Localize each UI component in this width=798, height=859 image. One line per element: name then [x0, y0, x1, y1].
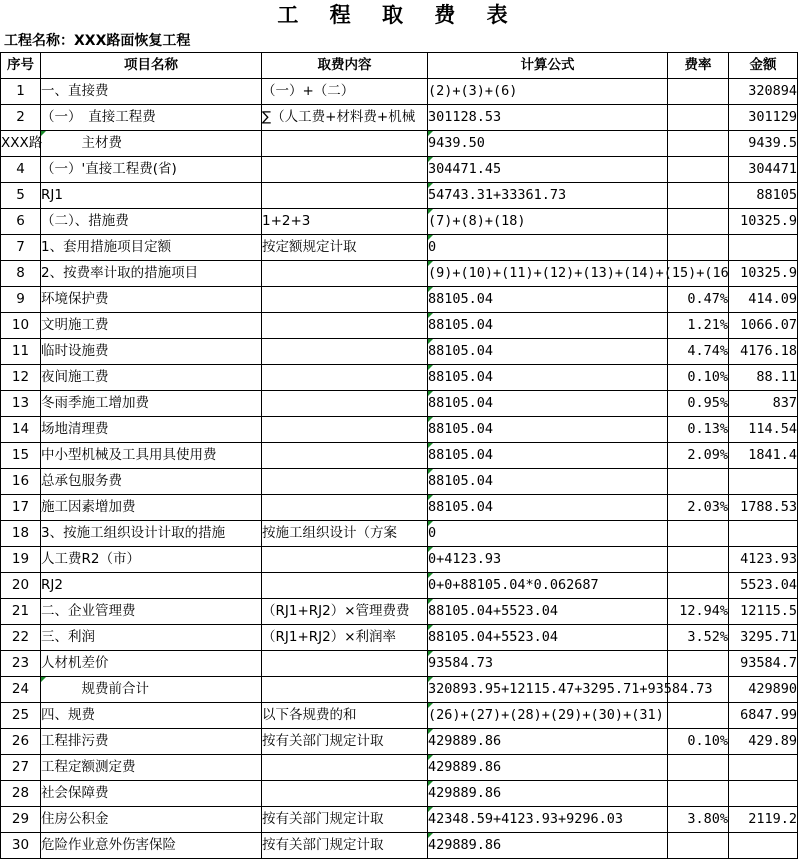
cell-content[interactable] — [262, 469, 428, 495]
cell-rate[interactable] — [668, 209, 729, 235]
cell-no[interactable]: 9 — [1, 287, 41, 313]
cell-amount[interactable] — [729, 235, 798, 261]
cell-amount[interactable]: 4176.18 — [729, 339, 798, 365]
cell-rate[interactable] — [668, 183, 729, 209]
header-name: 项目名称 — [41, 53, 262, 79]
table-row — [1, 443, 798, 469]
table-row — [1, 521, 798, 547]
cell-rate[interactable]: 3.52% — [668, 625, 729, 651]
cell-amount[interactable]: 12115.5 — [729, 599, 798, 625]
cell-rate[interactable]: 2.09% — [668, 443, 729, 469]
table-row — [1, 261, 798, 287]
cell-name[interactable]: 社会保障费 — [41, 781, 262, 807]
cell-amount[interactable]: 9439.5 — [729, 131, 798, 157]
cell-amount[interactable]: 320894 — [729, 79, 798, 105]
table-header-row — [1, 53, 798, 79]
cell-amount[interactable]: 5523.04 — [729, 573, 798, 599]
cell-formula[interactable]: (7)+(8)+(18) — [428, 209, 668, 235]
cell-name[interactable]: 1、套用措施项目定额 — [41, 235, 262, 261]
cell-formula[interactable]: 88105.04 — [428, 469, 668, 495]
cell-rate[interactable] — [668, 131, 729, 157]
cell-no[interactable]: 23 — [1, 651, 41, 677]
cell-no[interactable]: 26 — [1, 729, 41, 755]
table-row — [1, 417, 798, 443]
cell-amount[interactable]: 414.09 — [729, 287, 798, 313]
cell-content[interactable] — [262, 313, 428, 339]
cell-content[interactable]: 按定额规定计取 — [262, 235, 428, 261]
cell-amount[interactable] — [729, 781, 798, 807]
cell-no[interactable]: 22 — [1, 625, 41, 651]
cell-amount[interactable]: 429890 — [729, 677, 798, 703]
cell-rate[interactable]: 3.80% — [668, 807, 729, 833]
cell-rate[interactable]: 12.94% — [668, 599, 729, 625]
cell-amount[interactable]: 4123.93 — [729, 547, 798, 573]
cell-content[interactable]: 以下各规费的和 — [262, 703, 428, 729]
cell-formula[interactable]: 88105.04 — [428, 443, 668, 469]
cell-no[interactable]: 27 — [1, 755, 41, 781]
cell-content[interactable] — [262, 261, 428, 287]
cell-formula[interactable]: 88105.04 — [428, 365, 668, 391]
project-name: 工程名称：XXX路面恢复工程 — [4, 33, 191, 49]
cell-name[interactable]: 施工因素增加费 — [41, 495, 262, 521]
cell-name[interactable]: RJ1 — [41, 183, 262, 209]
cell-rate[interactable] — [668, 755, 729, 781]
cell-content[interactable] — [262, 781, 428, 807]
table-row — [1, 287, 798, 313]
cell-no[interactable]: 19 — [1, 547, 41, 573]
cell-no[interactable]: XXX路 — [1, 131, 41, 157]
cell-rate[interactable] — [668, 651, 729, 677]
table-row — [1, 313, 798, 339]
table-row — [1, 625, 798, 651]
cell-content[interactable] — [262, 677, 428, 703]
cell-no[interactable]: 25 — [1, 703, 41, 729]
cell-name[interactable]: 危险作业意外伤害保险 — [41, 833, 262, 859]
cell-no[interactable]: 4 — [1, 157, 41, 183]
cell-content[interactable]: 按有关部门规定计取 — [262, 807, 428, 833]
cell-formula[interactable]: 304471.45 — [428, 157, 668, 183]
cell-formula[interactable]: 88105.04 — [428, 495, 668, 521]
cell-amount[interactable]: 114.54 — [729, 417, 798, 443]
table-row — [1, 755, 798, 781]
cell-content[interactable] — [262, 131, 428, 157]
table-row — [1, 391, 798, 417]
header-formula: 计算公式 — [428, 53, 668, 79]
cell-amount[interactable] — [729, 755, 798, 781]
table-row — [1, 157, 798, 183]
cell-name[interactable]: 夜间施工费 — [41, 365, 262, 391]
header-amount: 金额 — [729, 53, 798, 79]
cell-content[interactable] — [262, 547, 428, 573]
cell-no[interactable]: 24 — [1, 677, 41, 703]
cell-name[interactable]: 临时设施费 — [41, 339, 262, 365]
cell-amount[interactable] — [729, 521, 798, 547]
table-row — [1, 105, 798, 131]
cell-rate[interactable]: 1.21% — [668, 313, 729, 339]
cell-name[interactable]: 人材机差价 — [41, 651, 262, 677]
cell-name[interactable]: （二）、措施费 — [41, 209, 262, 235]
cell-no[interactable]: 18 — [1, 521, 41, 547]
cell-content[interactable] — [262, 157, 428, 183]
cell-formula[interactable]: 93584.73 — [428, 651, 668, 677]
table-row — [1, 209, 798, 235]
cell-formula[interactable]: 0+4123.93 — [428, 547, 668, 573]
cell-amount[interactable]: 304471 — [729, 157, 798, 183]
cell-formula[interactable]: 54743.31+33361.73 — [428, 183, 668, 209]
cell-no[interactable]: 2 — [1, 105, 41, 131]
cell-content[interactable]: ∑（人工费+材料费+机械 — [262, 105, 428, 131]
cell-amount[interactable]: 6847.99 — [729, 703, 798, 729]
cell-content[interactable] — [262, 755, 428, 781]
table-row — [1, 729, 798, 755]
cell-rate[interactable]: 0.10% — [668, 365, 729, 391]
cell-formula[interactable]: 88105.04+5523.04 — [428, 599, 668, 625]
cell-name[interactable]: 人工费R2（市） — [41, 547, 262, 573]
table-row — [1, 365, 798, 391]
table-row — [1, 79, 798, 105]
cell-content[interactable] — [262, 443, 428, 469]
table-body — [1, 79, 798, 859]
cell-amount[interactable]: 88105 — [729, 183, 798, 209]
cell-formula[interactable]: 0 — [428, 521, 668, 547]
cell-name[interactable]: 工程定额测定费 — [41, 755, 262, 781]
cell-no[interactable]: 21 — [1, 599, 41, 625]
cell-no[interactable]: 28 — [1, 781, 41, 807]
cell-rate[interactable] — [668, 781, 729, 807]
cell-no[interactable]: 1 — [1, 79, 41, 105]
cell-formula[interactable]: 301128.53 — [428, 105, 668, 131]
cell-rate[interactable]: 0.10% — [668, 729, 729, 755]
cell-name[interactable]: 三、利润 — [41, 625, 262, 651]
cell-name[interactable]: （一）'直接工程费(省) — [41, 157, 262, 183]
cell-name[interactable]: 总承包服务费 — [41, 469, 262, 495]
cell-no[interactable]: 16 — [1, 469, 41, 495]
cell-no[interactable]: 12 — [1, 365, 41, 391]
cell-name[interactable]: 规费前合计 — [41, 677, 262, 703]
cell-formula[interactable]: 429889.86 — [428, 781, 668, 807]
cell-name[interactable]: 工程排污费 — [41, 729, 262, 755]
cell-content[interactable]: 按有关部门规定计取 — [262, 729, 428, 755]
cell-no[interactable]: 29 — [1, 807, 41, 833]
cell-name[interactable]: 冬雨季施工增加费 — [41, 391, 262, 417]
cell-content[interactable] — [262, 391, 428, 417]
cell-rate[interactable] — [668, 677, 729, 703]
cell-amount[interactable]: 1066.07 — [729, 313, 798, 339]
table-row — [1, 339, 798, 365]
cell-formula[interactable]: 88105.04+5523.04 — [428, 625, 668, 651]
header-no: 序号 — [1, 53, 41, 79]
table-row — [1, 573, 798, 599]
cell-no[interactable]: 11 — [1, 339, 41, 365]
cell-no[interactable]: 14 — [1, 417, 41, 443]
cell-rate[interactable] — [668, 547, 729, 573]
cell-rate[interactable] — [668, 833, 729, 859]
cell-no[interactable]: 7 — [1, 235, 41, 261]
page-title: 工 程 取 费 表 — [277, 3, 520, 27]
cell-content[interactable] — [262, 573, 428, 599]
cell-rate[interactable] — [668, 703, 729, 729]
cell-name[interactable]: 2、按费率计取的措施项目 — [41, 261, 262, 287]
cell-content[interactable]: （RJ1+RJ2）×管理费费 — [262, 599, 428, 625]
cell-content[interactable] — [262, 417, 428, 443]
cell-rate[interactable]: 4.74% — [668, 339, 729, 365]
cell-amount[interactable] — [729, 469, 798, 495]
cell-rate[interactable] — [668, 105, 729, 131]
table-row — [1, 781, 798, 807]
cell-rate[interactable] — [668, 469, 729, 495]
cell-rate[interactable] — [668, 521, 729, 547]
cell-name[interactable]: 二、企业管理费 — [41, 599, 262, 625]
table-row — [1, 131, 798, 157]
cell-name[interactable]: 中小型机械及工具用具使用费 — [41, 443, 262, 469]
cell-content[interactable] — [262, 365, 428, 391]
cell-rate[interactable] — [668, 79, 729, 105]
cell-no[interactable]: 20 — [1, 573, 41, 599]
cell-name[interactable]: 四、规费 — [41, 703, 262, 729]
cell-formula[interactable]: 88105.04 — [428, 391, 668, 417]
cell-rate[interactable] — [668, 261, 729, 287]
cell-name[interactable]: 住房公积金 — [41, 807, 262, 833]
cell-amount[interactable]: 10325.9 — [729, 261, 798, 287]
cell-amount[interactable]: 1841.4 — [729, 443, 798, 469]
cell-amount[interactable]: 10325.9 — [729, 209, 798, 235]
cell-formula[interactable]: 429889.86 — [428, 833, 668, 859]
cell-no[interactable]: 8 — [1, 261, 41, 287]
cell-formula[interactable]: 88105.04 — [428, 287, 668, 313]
cell-formula[interactable]: 0+0+88105.04*0.062687 — [428, 573, 668, 599]
cell-content[interactable]: 按施工组织设计（方案 — [262, 521, 428, 547]
cell-formula[interactable]: (26)+(27)+(28)+(29)+(30)+(31) — [428, 703, 668, 729]
table-row — [1, 183, 798, 209]
cell-rate[interactable]: 0.95% — [668, 391, 729, 417]
cell-amount[interactable]: 93584.7 — [729, 651, 798, 677]
cell-formula[interactable]: 320893.95+12115.47+3295.71+93584.73 — [428, 677, 668, 703]
cell-amount[interactable]: 1788.53 — [729, 495, 798, 521]
cell-name[interactable]: 环境保护费 — [41, 287, 262, 313]
cell-rate[interactable]: 0.13% — [668, 417, 729, 443]
cell-name[interactable]: 3、按施工组织设计计取的措施 — [41, 521, 262, 547]
cell-formula[interactable]: 429889.86 — [428, 755, 668, 781]
cell-formula[interactable]: 9439.50 — [428, 131, 668, 157]
cell-rate[interactable]: 0.47% — [668, 287, 729, 313]
cell-name[interactable]: 场地清理费 — [41, 417, 262, 443]
cell-content[interactable] — [262, 287, 428, 313]
cell-no[interactable]: 15 — [1, 443, 41, 469]
cell-name[interactable]: RJ2 — [41, 573, 262, 599]
table-row — [1, 495, 798, 521]
cell-amount[interactable]: 301129 — [729, 105, 798, 131]
cell-amount[interactable]: 837 — [729, 391, 798, 417]
cell-content[interactable]: （RJ1+RJ2）×利润率 — [262, 625, 428, 651]
cell-content[interactable] — [262, 183, 428, 209]
cell-formula[interactable]: 88105.04 — [428, 313, 668, 339]
cell-content[interactable]: （一）+（二） — [262, 79, 428, 105]
table-row — [1, 599, 798, 625]
cell-content[interactable]: 按有关部门规定计取 — [262, 833, 428, 859]
cell-name[interactable]: （一） 直接工程费 — [41, 105, 262, 131]
cell-no[interactable]: 17 — [1, 495, 41, 521]
cell-rate[interactable]: 2.03% — [668, 495, 729, 521]
table-row — [1, 677, 798, 703]
cell-formula[interactable]: (9)+(10)+(11)+(12)+(13)+(14)+(15)+(16 — [428, 261, 668, 287]
cell-name[interactable]: 一、直接费 — [41, 79, 262, 105]
cell-name[interactable]: 主材费 — [41, 131, 262, 157]
table-row — [1, 651, 798, 677]
cell-content[interactable] — [262, 495, 428, 521]
cell-amount[interactable]: 3295.71 — [729, 625, 798, 651]
cell-formula[interactable]: 88105.04 — [428, 339, 668, 365]
cell-rate[interactable] — [668, 573, 729, 599]
cell-formula[interactable]: 429889.86 — [428, 729, 668, 755]
cell-amount[interactable]: 88.11 — [729, 365, 798, 391]
cell-formula[interactable]: (2)+(3)+(6) — [428, 79, 668, 105]
cell-content[interactable] — [262, 339, 428, 365]
cell-formula[interactable]: 88105.04 — [428, 417, 668, 443]
fee-table — [0, 52, 798, 859]
cell-no[interactable]: 6 — [1, 209, 41, 235]
table-row — [1, 807, 798, 833]
cell-formula[interactable]: 42348.59+4123.93+9296.03 — [428, 807, 668, 833]
cell-formula[interactable]: 0 — [428, 235, 668, 261]
cell-no[interactable]: 13 — [1, 391, 41, 417]
header-rate: 费率 — [668, 53, 729, 79]
table-row — [1, 469, 798, 495]
cell-rate[interactable] — [668, 157, 729, 183]
cell-no[interactable]: 5 — [1, 183, 41, 209]
cell-content[interactable]: 1+2+3 — [262, 209, 428, 235]
cell-amount[interactable] — [729, 833, 798, 859]
cell-no[interactable]: 10 — [1, 313, 41, 339]
cell-amount[interactable]: 2119.2 — [729, 807, 798, 833]
table-row — [1, 703, 798, 729]
table-row — [1, 547, 798, 573]
cell-content[interactable] — [262, 651, 428, 677]
table-row — [1, 235, 798, 261]
cell-name[interactable]: 文明施工费 — [41, 313, 262, 339]
cell-no[interactable]: 30 — [1, 833, 41, 859]
cell-amount[interactable]: 429.89 — [729, 729, 798, 755]
table-row — [1, 833, 798, 859]
cell-rate[interactable] — [668, 235, 729, 261]
header-content: 取费内容 — [262, 53, 428, 79]
